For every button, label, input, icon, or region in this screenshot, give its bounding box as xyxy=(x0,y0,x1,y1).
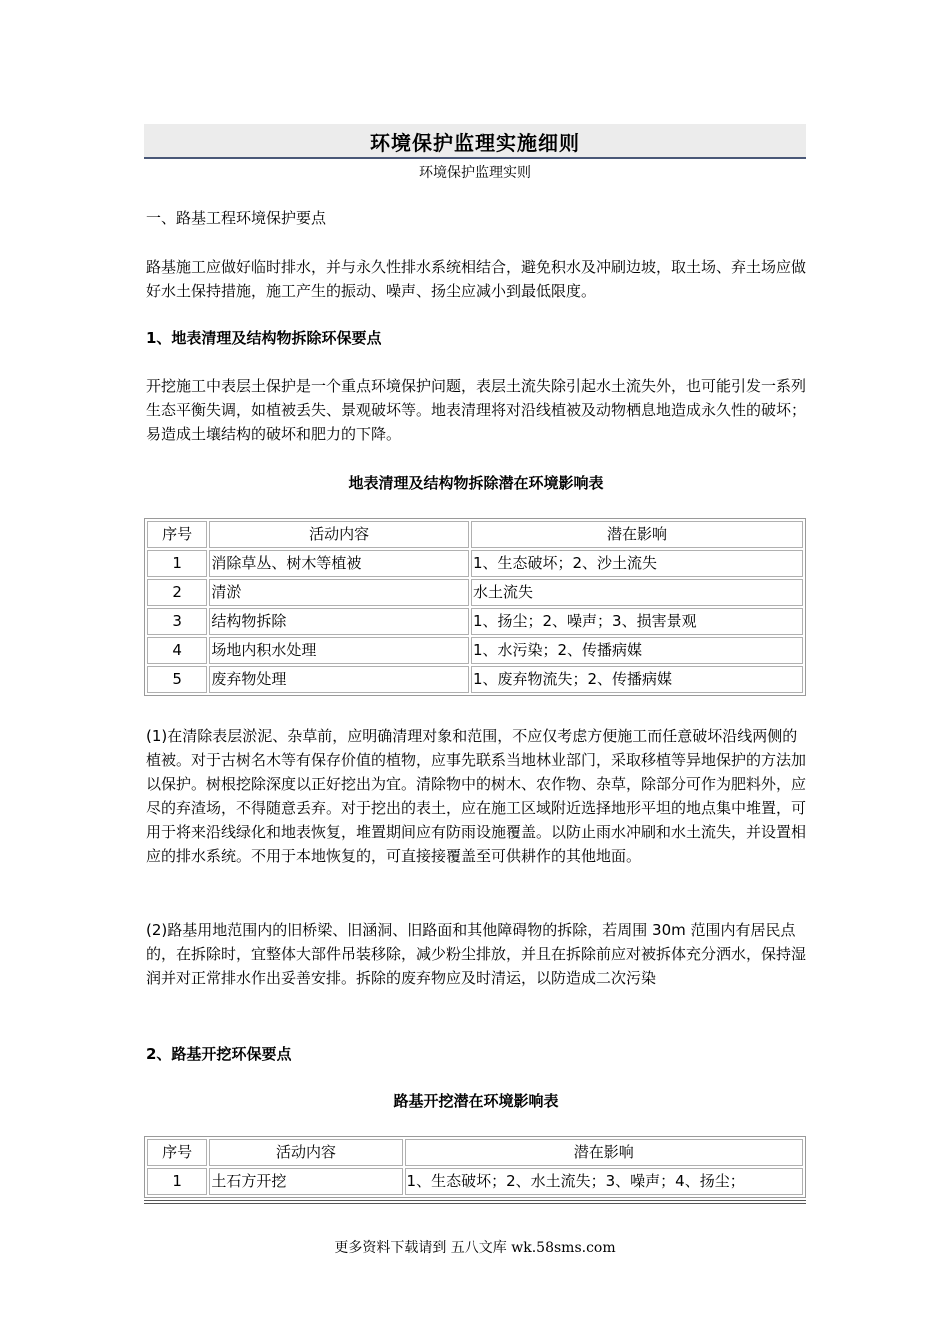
measure-paragraph-2: (2)路基用地范围内的旧桥梁、旧涵洞、旧路面和其他障碍物的拆除，若周围 30m 范围内有居民点的，在拆除时，宜整体大部件吊装移除，减少粉尘排放，并且在拆除前应对被拆体充分洒水，保持湿润并对正常排水作出妥善安排。拆除的废弃物应及时清运，以防造成二次污染 xyxy=(146,921,807,987)
table-header-cell: 序号 xyxy=(147,521,207,548)
table-header-row xyxy=(147,1139,803,1166)
table-header-cell: 潜在影响 xyxy=(471,521,803,548)
table1 xyxy=(144,518,806,696)
table-cell: 土石方开挖 xyxy=(209,1168,402,1195)
table-cell: 5 xyxy=(147,666,207,693)
table-cell: 场地内积水处理 xyxy=(209,637,469,664)
table-row xyxy=(147,637,803,664)
table-row xyxy=(147,550,803,577)
document-title: 环境保护监理实施细则 xyxy=(370,131,580,155)
topsoil-paragraph: 开挖施工中表层土保护是一个重点环境保护问题，表层土流失除引起水土流失外，也可能引发一系列生态平衡失调，如植被丢失、景观破坏等。地表清理将对沿线植被及动物栖息地造成永久性的破坏；易造成土壤结构的破坏和肥力的下降。 xyxy=(146,377,807,443)
table-cell: 1、扬尘；2、噪声；3、损害景观 xyxy=(471,608,803,635)
table-cell: 1、生态破坏；2、水土流失；3、噪声；4、扬尘； xyxy=(405,1168,803,1195)
measure-paragraph-1: (1)在清除表层淤泥、杂草前，应明确清理对象和范围，不应仅考虑方便施工而任意破坏沿线两侧的植被。对于古树名木等有保存价值的植物，应事先联系当地林业部门，采取移植等异地保护的方法加以保护。树根挖除深度以正好挖出为宜。清除物中的树木、农作物、杂草，除部分可作为肥料外，应尽的弃渣场，不得随意丢弃。对于挖出的表土，应在施工区域附近选择地形平坦的地点集中堆置，可用于将来沿线绿化和地表恢复，堆置期间应有防雨设施覆盖。以防止雨水冲刷和水土流失，并设置相应的排水系统。不用于本地恢复的，可直接接覆盖至可供耕作的其他地面。 xyxy=(146,727,807,865)
table-row xyxy=(147,579,803,606)
page-bottom-rule xyxy=(144,1200,806,1204)
subsection-heading-2: 2、路基开挖环保要点 xyxy=(146,1045,292,1063)
table-header-cell: 序号 xyxy=(147,1139,207,1166)
table-cell: 水土流失 xyxy=(471,579,803,606)
table-cell: 2 xyxy=(147,579,207,606)
table-cell: 1 xyxy=(147,550,207,577)
table2-caption: 路基开挖潜在环境影响表 xyxy=(393,1092,559,1110)
table-cell: 清淤 xyxy=(209,579,469,606)
table-header-cell: 活动内容 xyxy=(209,521,469,548)
table-cell: 1、废弃物流失；2、传播病媒 xyxy=(471,666,803,693)
table-row xyxy=(147,666,803,693)
footer-watermark-text: 更多资料下载请到 五八文库 wk.58sms.com xyxy=(334,1240,616,1256)
section-heading-1: 一、路基工程环境保护要点 xyxy=(146,209,327,227)
intro-paragraph: 路基施工应做好临时排水，并与永久性排水系统相结合，避免积水及冲刷边坡，取土场、弃土场应做好水土保持措施，施工产生的振动、噪声、扬尘应减小到最低限度。 xyxy=(146,258,807,300)
table-cell: 3 xyxy=(147,608,207,635)
document-subtitle: 环境保护监理实则 xyxy=(419,165,531,181)
table-cell: 结构物拆除 xyxy=(209,608,469,635)
table-header-cell: 活动内容 xyxy=(209,1139,402,1166)
table2 xyxy=(144,1136,806,1198)
table-cell: 废弃物处理 xyxy=(209,666,469,693)
table-cell: 1、生态破坏；2、沙土流失 xyxy=(471,550,803,577)
table-cell: 1、水污染；2、传播病媒 xyxy=(471,637,803,664)
table-cell: 1 xyxy=(147,1168,207,1195)
table-header-row xyxy=(147,521,803,548)
table-cell: 消除草丛、树木等植被 xyxy=(209,550,469,577)
table-cell: 4 xyxy=(147,637,207,664)
table-header-cell: 潜在影响 xyxy=(405,1139,803,1166)
table1-caption: 地表清理及结构物拆除潜在环境影响表 xyxy=(348,474,604,492)
title-bar xyxy=(144,124,806,159)
table-row xyxy=(147,608,803,635)
subsection-heading-1: 1、地表清理及结构物拆除环保要点 xyxy=(146,329,382,347)
table-row xyxy=(147,1168,803,1195)
